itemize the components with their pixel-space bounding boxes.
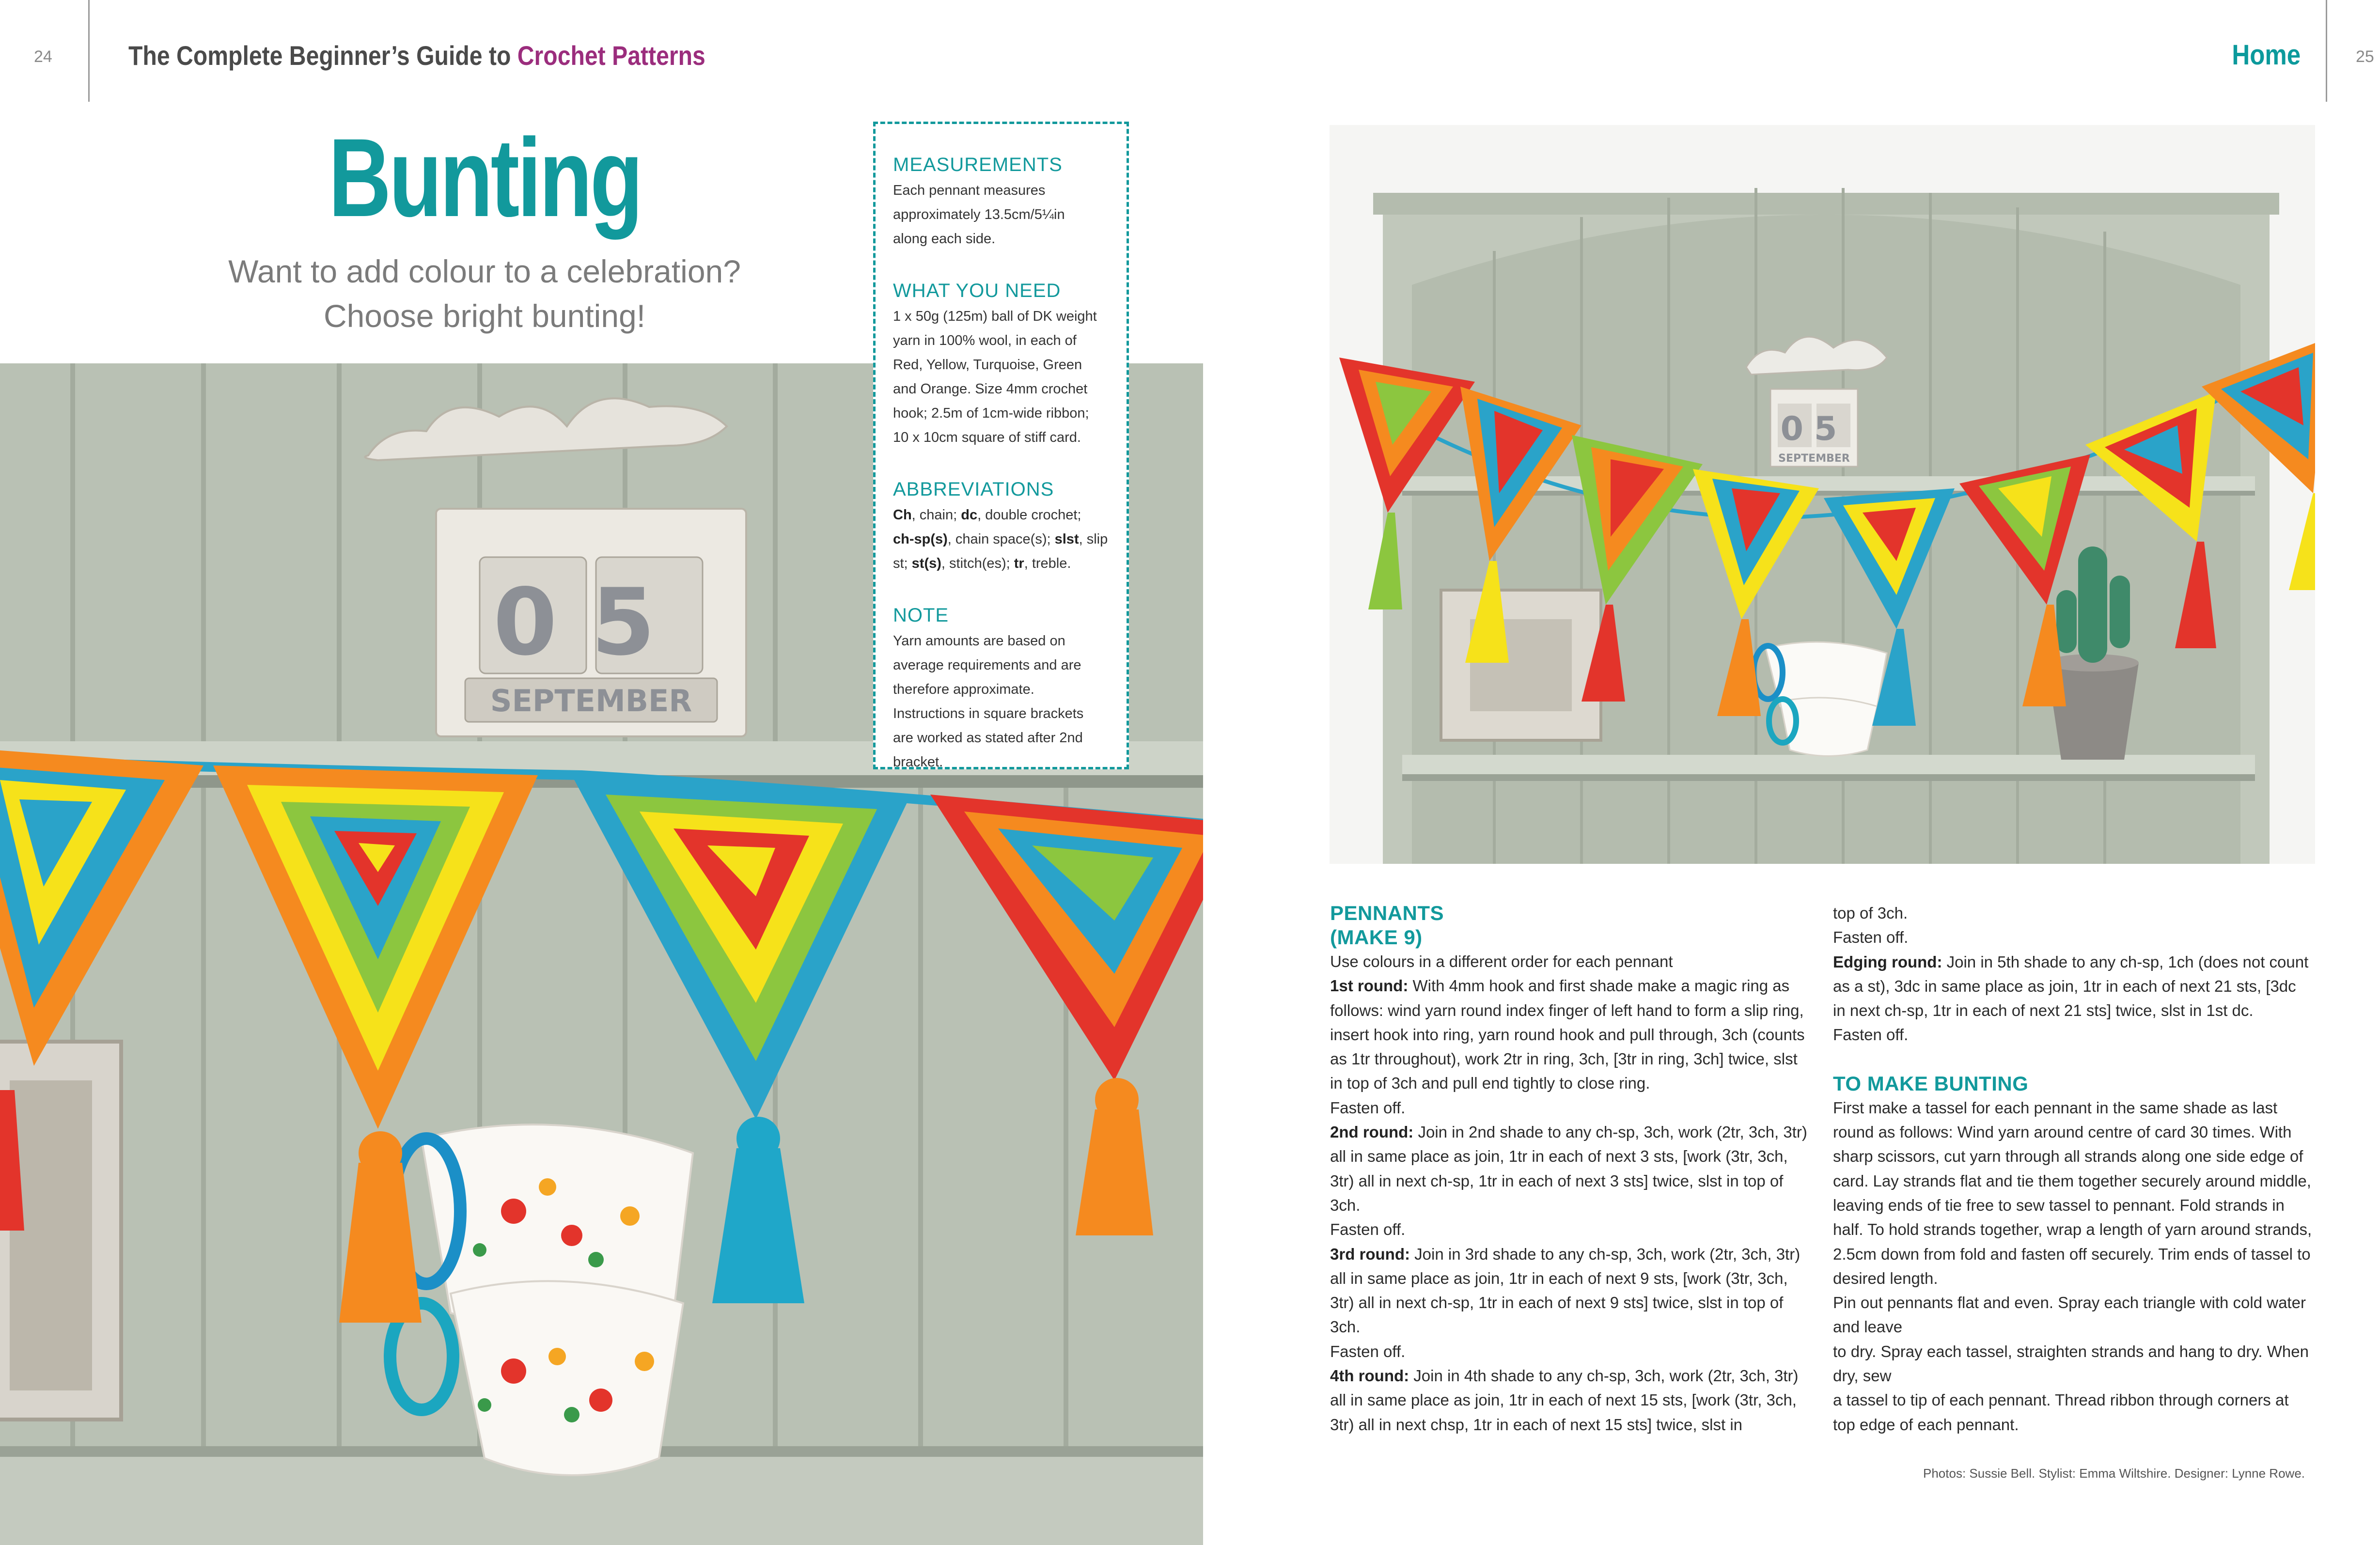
standfirst-line-1: Want to add colour to a celebration? — [228, 253, 741, 289]
info-sidebar — [873, 122, 1129, 769]
pennants-intro: Use colours in a different order for each pennant — [1330, 952, 1673, 970]
page-title: Bunting — [328, 115, 641, 240]
materials-line: hook; 2.5m of 1cm-wide ribbon; — [893, 406, 1089, 421]
right-page-number: 25 — [2356, 47, 2374, 66]
pattern-column-1 — [1330, 901, 1810, 1437]
book-title-accent: Crochet Patterns — [517, 40, 705, 71]
measurements-text — [893, 178, 1121, 251]
note-line: therefore approximate. — [893, 682, 1034, 697]
fasten-off: Fasten off. — [1330, 1220, 1406, 1239]
left-page-number: 24 — [34, 47, 52, 66]
dresser-bunting-photo — [1330, 125, 2315, 864]
note-line: Yarn amounts are based on — [893, 633, 1065, 649]
note-heading: NOTE — [893, 605, 949, 626]
bunting-paragraph: First make a tassel for each pennant in the same shade as last round as follows: Wind yarn around centre of card 30 times. With sharp scissors, cut yarn through all strands along one side edge of card. Lay strands flat and tie them together securely around middle, leaving ends of tie free to sew tassel to pennant. Fold strands in half. To hold strands together, wrap a length of yarn around strands, 2.5cm down from fold and fasten off securely. Trim ends of tassel to desired length. — [1833, 1098, 2312, 1287]
measurements-line: along each side. — [893, 231, 996, 247]
materials-line: 1 x 50g (125m) ball of DK weight — [893, 309, 1097, 324]
calendar-day-text: 05 — [493, 569, 689, 676]
pennants-subheading: (MAKE 9) — [1330, 926, 1423, 949]
make-bunting-heading: TO MAKE BUNTING — [1833, 1072, 2029, 1095]
note-line: bracket. — [893, 754, 943, 770]
abbreviations-line: ch-sp(s), chain space(s); slst, slip — [893, 531, 1108, 547]
materials-line: Red, Yellow, Turquoise, Green — [893, 357, 1082, 373]
fasten-off: Fasten off. — [1833, 928, 1909, 947]
header-divider-left — [88, 0, 90, 102]
calendar-month-text: SEPTEMBER — [1778, 453, 1850, 465]
abbreviations-line: Ch, chain; dc, double crochet; — [893, 507, 1081, 523]
pattern-column-2 — [1833, 901, 2313, 1437]
pennants-heading: PENNANTS — [1330, 902, 1444, 924]
round-2: 2nd round: Join in 2nd shade to any ch-sp, 3ch, work (2tr, 3ch, 3tr) all in same place as join, 1tr in each of next 3 sts, [work (3tr, 3ch, 3tr) all in next ch-sp, 1tr in each of next 3 sts] twice, slst in top of 3ch. — [1330, 1123, 1807, 1214]
standfirst — [0, 249, 969, 338]
abbreviations-heading: ABBREVIATIONS — [893, 479, 1054, 500]
round-4: 4th round: Join in 4th shade to any ch-sp, 3ch, work (2tr, 3ch, 3tr) all in same place as join, 1tr in each of next 15 sts, [work (3tr, 3ch, 3tr) all in next chsp, 1tr in each of next 15 sts] twice, slst in — [1330, 1367, 1799, 1434]
what-you-need-heading: WHAT YOU NEED — [893, 280, 1061, 301]
photo-credit: Photos: Sussie Bell. Stylist: Emma Wiltshire. Designer: Lynne Rowe. — [1923, 1466, 2305, 1481]
bunting-paragraph: a tassel to tip of each pennant. Thread ribbon through corners at top edge of each pennant. — [1833, 1391, 2289, 1434]
materials-line: and Orange. Size 4mm crochet — [893, 381, 1088, 397]
dresser-illustration — [1330, 125, 2315, 864]
note-line: Instructions in square brackets — [893, 706, 1084, 721]
bunting-paragraph: to dry. Spray each tassel, straighten strands and hang to dry. When dry, sew — [1833, 1342, 2309, 1385]
standfirst-line-2: Choose bright bunting! — [323, 298, 646, 334]
book-title-prefix: The Complete Beginner’s Guide to — [128, 40, 517, 71]
note-text — [893, 629, 1121, 774]
header-divider-right — [2326, 0, 2327, 102]
abbreviations-line: st; st(s), stitch(es); tr, treble. — [893, 556, 1071, 571]
edging-round: Edging round: Join in 5th shade to any ch-sp, 1ch (does not count as a st), 3dc in same place as join, 1tr in each of next 21 sts, [3dc in next ch-sp, 1tr in each of next 21 sts] twice, slst in 1st dc. — [1833, 952, 2309, 1020]
section-name: Home — [2232, 39, 2301, 71]
round-4-continued: top of 3ch. — [1833, 904, 1908, 922]
bunting-paragraph: Pin out pennants flat and even. Spray each triangle with cold water and leave — [1833, 1294, 2306, 1336]
measurements-heading: MEASUREMENTS — [893, 154, 1063, 175]
fasten-off: Fasten off. — [1330, 1342, 1406, 1360]
materials-line: yarn in 100% wool, in each of — [893, 333, 1077, 348]
book-title — [128, 40, 799, 71]
fasten-off: Fasten off. — [1330, 1098, 1406, 1117]
round-1: 1st round: With 4mm hook and first shade make a magic ring as follows: wind yarn round index finger of left hand to form a slip ring, insert hook into ring, yarn round hook and pull through, 3ch (counts as 1tr throughout), work 2tr in ring, 3ch, [3tr in ring, 3ch] twice, slst in top of 3ch and pull end tightly to close ring. — [1330, 977, 1805, 1092]
materials-line: 10 x 10cm square of stiff card. — [893, 430, 1081, 445]
fasten-off: Fasten off. — [1833, 1026, 1909, 1044]
calendar-day-text: 05 — [1780, 410, 1848, 448]
measurements-line: approximately 13.5cm/5¼in — [893, 207, 1065, 222]
note-line: are worked as stated after 2nd — [893, 730, 1083, 746]
calendar-month-text: SEPTEMBER — [490, 683, 692, 718]
what-you-need-text — [893, 304, 1121, 450]
round-3: 3rd round: Join in 3rd shade to any ch-sp, 3ch, work (2tr, 3ch, 3tr) all in same place as join, 1tr in each of next 9 sts, [work (3tr, 3ch, 3tr) all in next ch-sp, 1tr in each of next 9 sts] twice, slst in top of 3ch. — [1330, 1245, 1801, 1336]
note-line: average requirements and are — [893, 657, 1081, 673]
abbreviations-text — [893, 503, 1121, 576]
measurements-line: Each pennant measures — [893, 183, 1046, 198]
